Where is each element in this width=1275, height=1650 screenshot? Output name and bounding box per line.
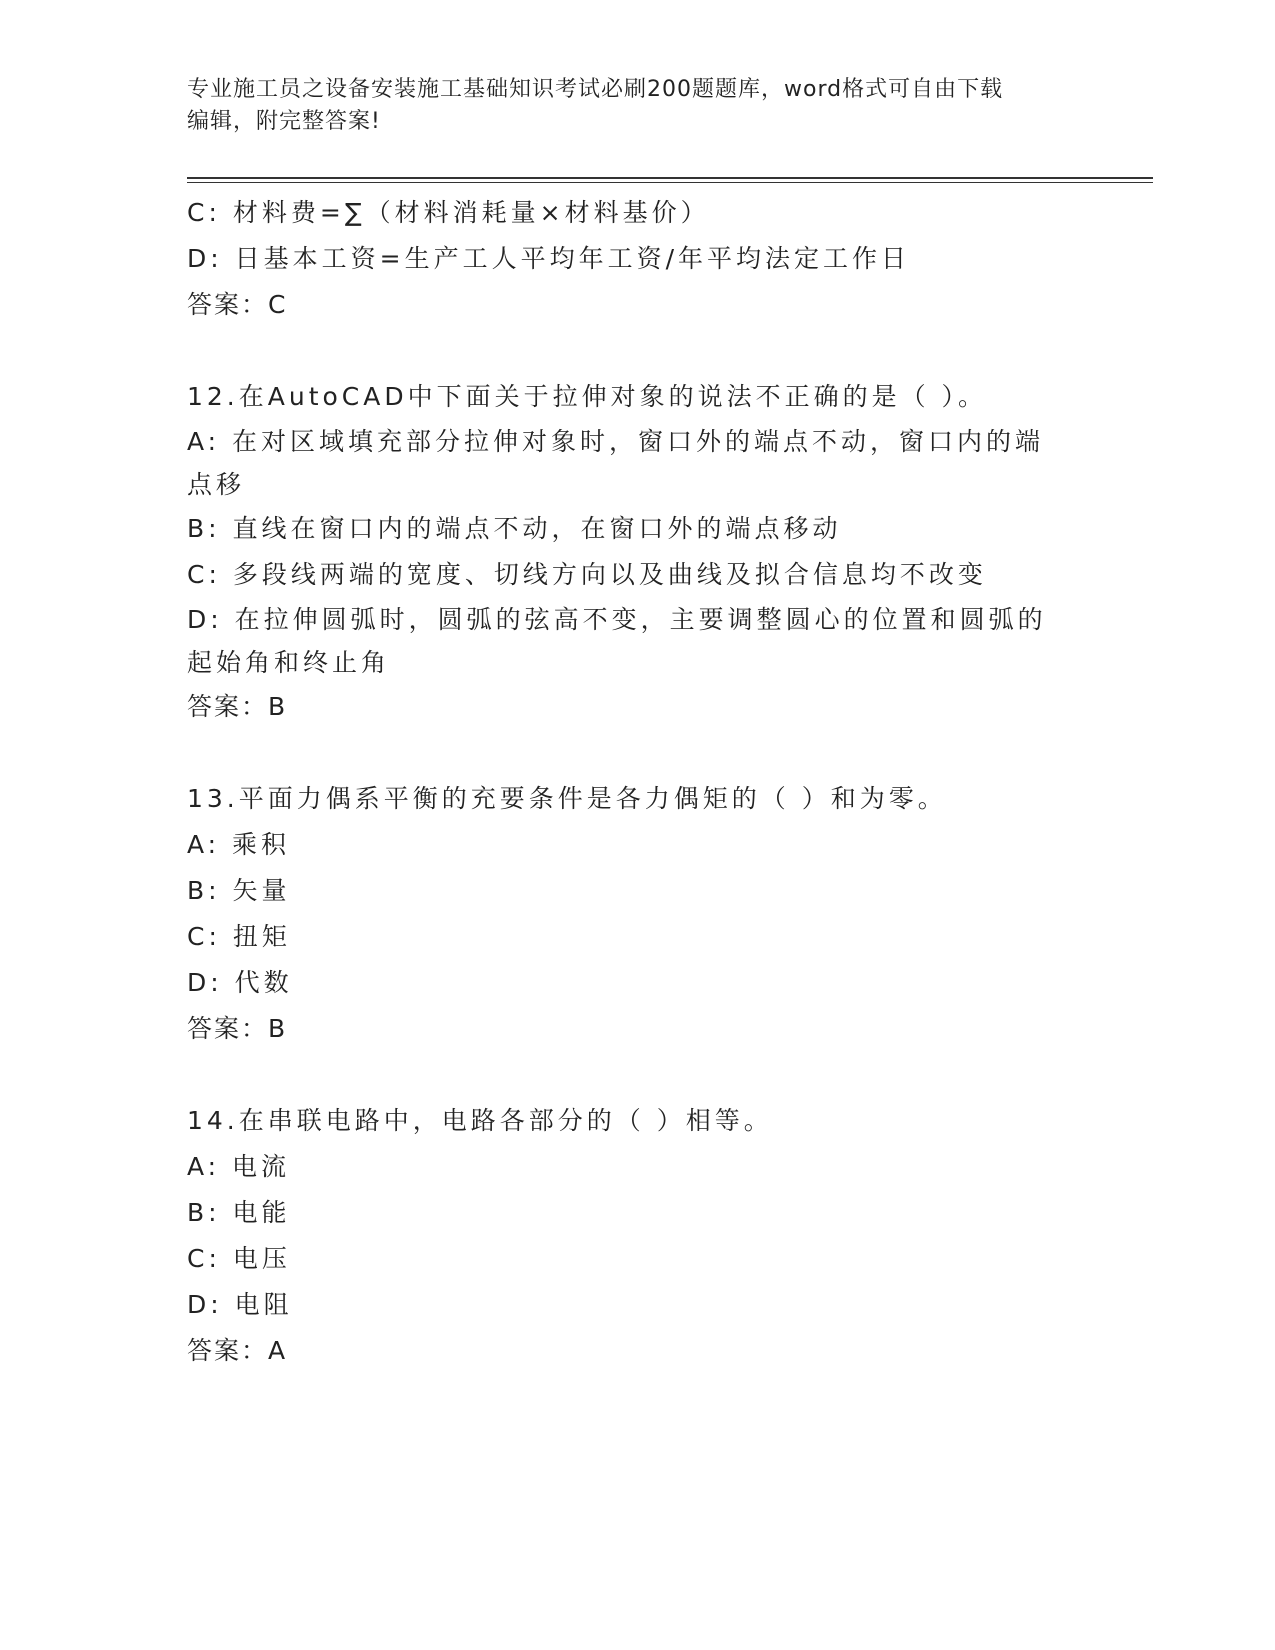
option-b: B: 矢量 bbox=[187, 876, 291, 905]
question-stem: 12.在AutoCAD中下面关于拉伸对象的说法不正确的是（ ）。 bbox=[187, 382, 988, 411]
option-b: B: 直线在窗口内的端点不动，在窗口外的端点移动 bbox=[187, 514, 842, 543]
option-d: D: 日基本工资=生产工人平均年工资/年平均法定工作日 bbox=[187, 244, 910, 273]
option-c: C: 多段线两端的宽度、切线方向以及曲线及拟合信息均不改变 bbox=[187, 560, 987, 589]
option-a: A: 电流 bbox=[187, 1152, 291, 1181]
option-a: A: 乘积 bbox=[187, 830, 291, 859]
option-c: C: 材料费=∑（材料消耗量×材料基价） bbox=[187, 198, 710, 227]
continued-question bbox=[187, 190, 1067, 328]
question-12 bbox=[187, 374, 1067, 730]
option-c: C: 扭矩 bbox=[187, 922, 291, 951]
answer-line: 答案：C bbox=[187, 290, 288, 319]
question-list bbox=[187, 190, 1067, 1374]
option-d: D: 电阻 bbox=[187, 1290, 293, 1319]
question-13 bbox=[187, 776, 1067, 1052]
option-d: D: 代数 bbox=[187, 968, 293, 997]
option-c: C: 电压 bbox=[187, 1244, 291, 1273]
answer-line: 答案：B bbox=[187, 1014, 288, 1043]
question-stem: 14.在串联电路中，电路各部分的（ ）相等。 bbox=[187, 1106, 773, 1135]
header-title-line1: 专业施工员之设备安装施工基础知识考试必刷200题题库，word格式可自由下载 bbox=[187, 77, 1004, 102]
header-title-line2: 编辑，附完整答案! bbox=[187, 109, 381, 134]
option-d: D: 在拉伸圆弧时，圆弧的弦高不变，主要调整圆心的位置和圆弧的起始角和终止角 bbox=[187, 605, 1047, 677]
document-header bbox=[187, 74, 1087, 138]
answer-line: 答案：A bbox=[187, 1336, 288, 1365]
header-divider-thick bbox=[187, 177, 1153, 179]
question-14 bbox=[187, 1098, 1067, 1374]
option-b: B: 电能 bbox=[187, 1198, 291, 1227]
option-a: A: 在对区域填充部分拉伸对象时，窗口外的端点不动，窗口内的端点移 bbox=[187, 427, 1045, 499]
header-divider-thin bbox=[187, 182, 1153, 183]
answer-line: 答案：B bbox=[187, 692, 288, 721]
question-stem: 13.平面力偶系平衡的充要条件是各力偶矩的（ ）和为零。 bbox=[187, 784, 947, 813]
